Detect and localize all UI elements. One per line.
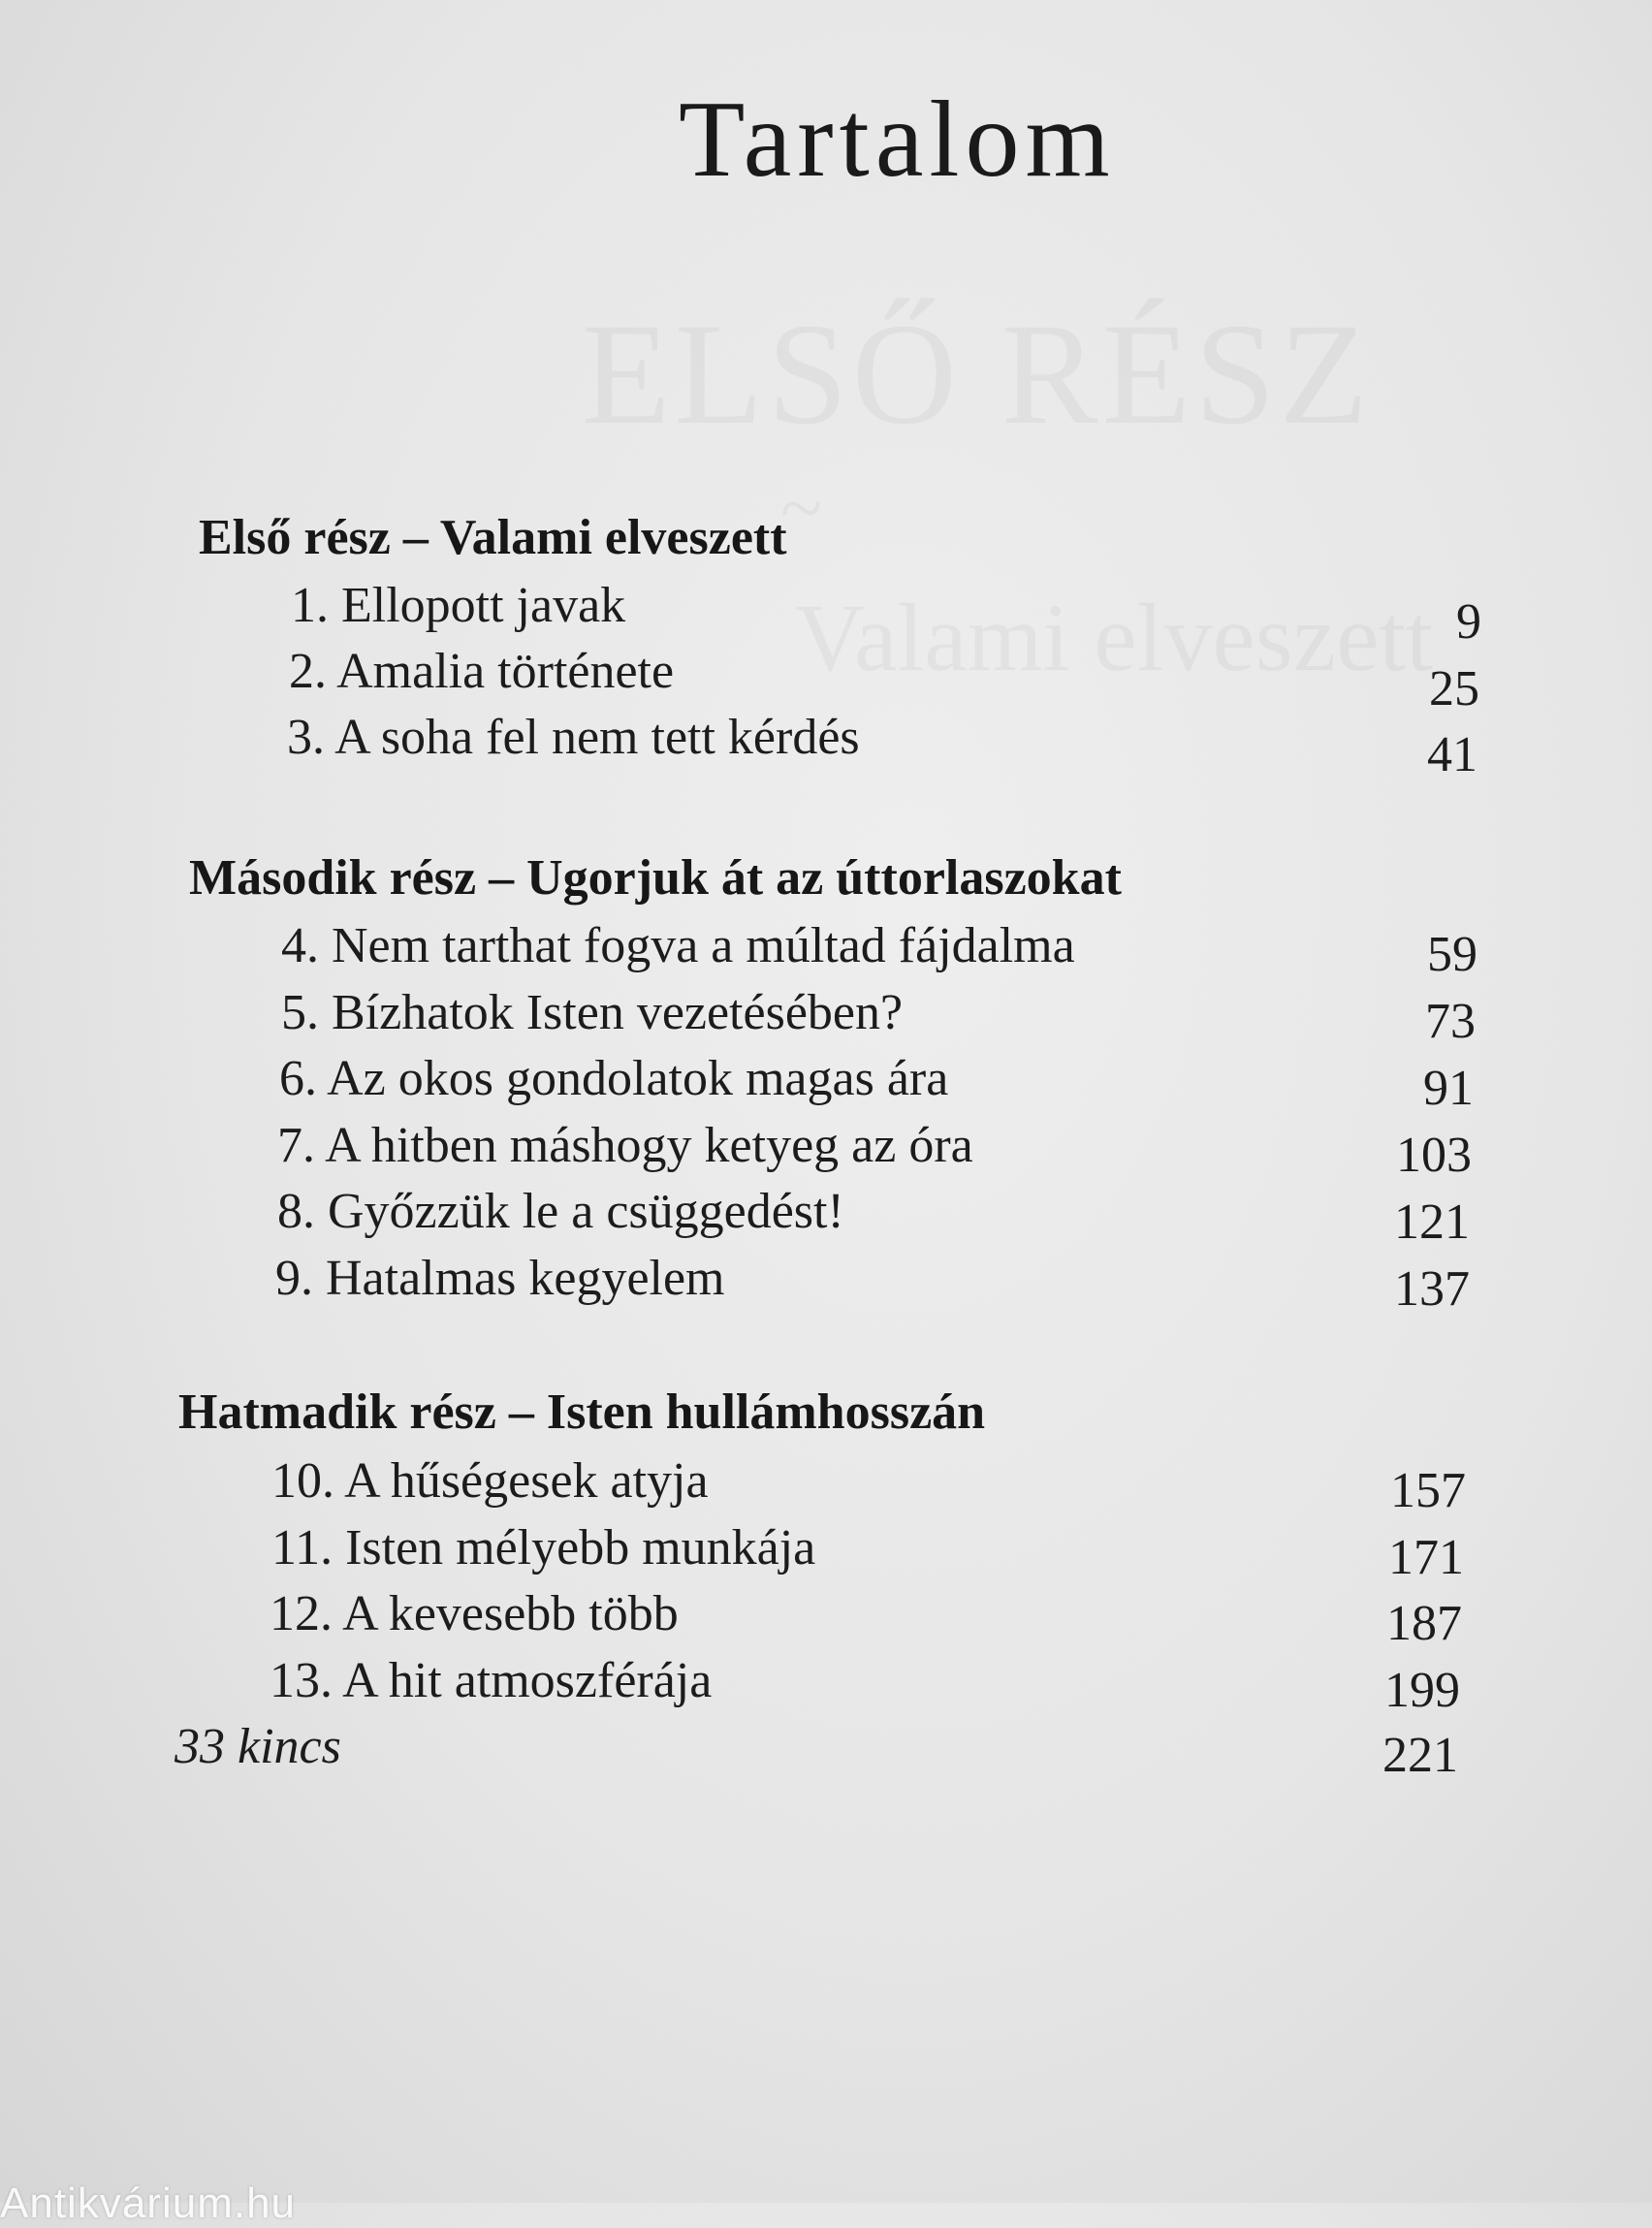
- chapter-title: 4. Nem tarthat fogva a múltad fájdalma: [281, 918, 1075, 973]
- appendix-page-number: 221: [1382, 1728, 1458, 1783]
- chapter-title: 1. Ellopott javak: [291, 578, 626, 633]
- chapter-title: 12. A kevesebb több: [270, 1586, 679, 1641]
- chapter-title: 6. Az okos gondolatok magas ára: [279, 1051, 949, 1106]
- chapter-title: 11. Isten mélyebb munkája: [271, 1520, 816, 1576]
- chapter-page-number: 199: [1384, 1663, 1460, 1718]
- chapter-title: 9. Hatalmas kegyelem: [275, 1251, 725, 1306]
- chapter-page-number: 73: [1425, 994, 1476, 1049]
- show-through-heading: [582, 291, 1372, 458]
- chapter-page-number: 91: [1423, 1061, 1474, 1116]
- appendix-title: 33 kincs: [175, 1719, 341, 1774]
- chapter-page-number: 121: [1394, 1194, 1470, 1250]
- chapter-page-number: 137: [1394, 1261, 1470, 1317]
- chapter-page-number: 9: [1456, 594, 1481, 650]
- chapter-page-number: 59: [1427, 927, 1477, 982]
- chapter-page-number: 171: [1388, 1530, 1464, 1585]
- chapter-title: 5. Bízhatok Isten vezetésében?: [281, 985, 904, 1040]
- chapter-page-number: 25: [1429, 661, 1479, 716]
- chapter-title: 8. Győzzük le a csüggedést!: [277, 1184, 844, 1239]
- chapter-title: 13. A hit atmoszférája: [270, 1653, 713, 1708]
- part-heading: Első rész – Valami elveszett: [199, 510, 787, 565]
- chapter-page-number: 41: [1427, 727, 1477, 782]
- part-heading: Hatmadik rész – Isten hullámhosszán: [178, 1385, 986, 1440]
- chapter-title: 7. A hitben máshogy ketyeg az óra: [277, 1118, 973, 1173]
- chapter-page-number: 103: [1396, 1128, 1472, 1183]
- chapter-title: 2. Amalia története: [289, 644, 675, 699]
- chapter-page-number: 187: [1386, 1596, 1462, 1651]
- part-heading: Második rész – Ugorjuk át az úttorlaszokat: [189, 850, 1122, 906]
- chapter-page-number: 157: [1390, 1463, 1466, 1518]
- chapter-title: 10. A hűségesek atyja: [271, 1453, 709, 1509]
- watermark: Antikvárium.hu: [0, 2180, 297, 2227]
- page-title: Tartalom: [679, 80, 1116, 200]
- chapter-title: 3. A soha fel nem tett kérdés: [287, 710, 860, 765]
